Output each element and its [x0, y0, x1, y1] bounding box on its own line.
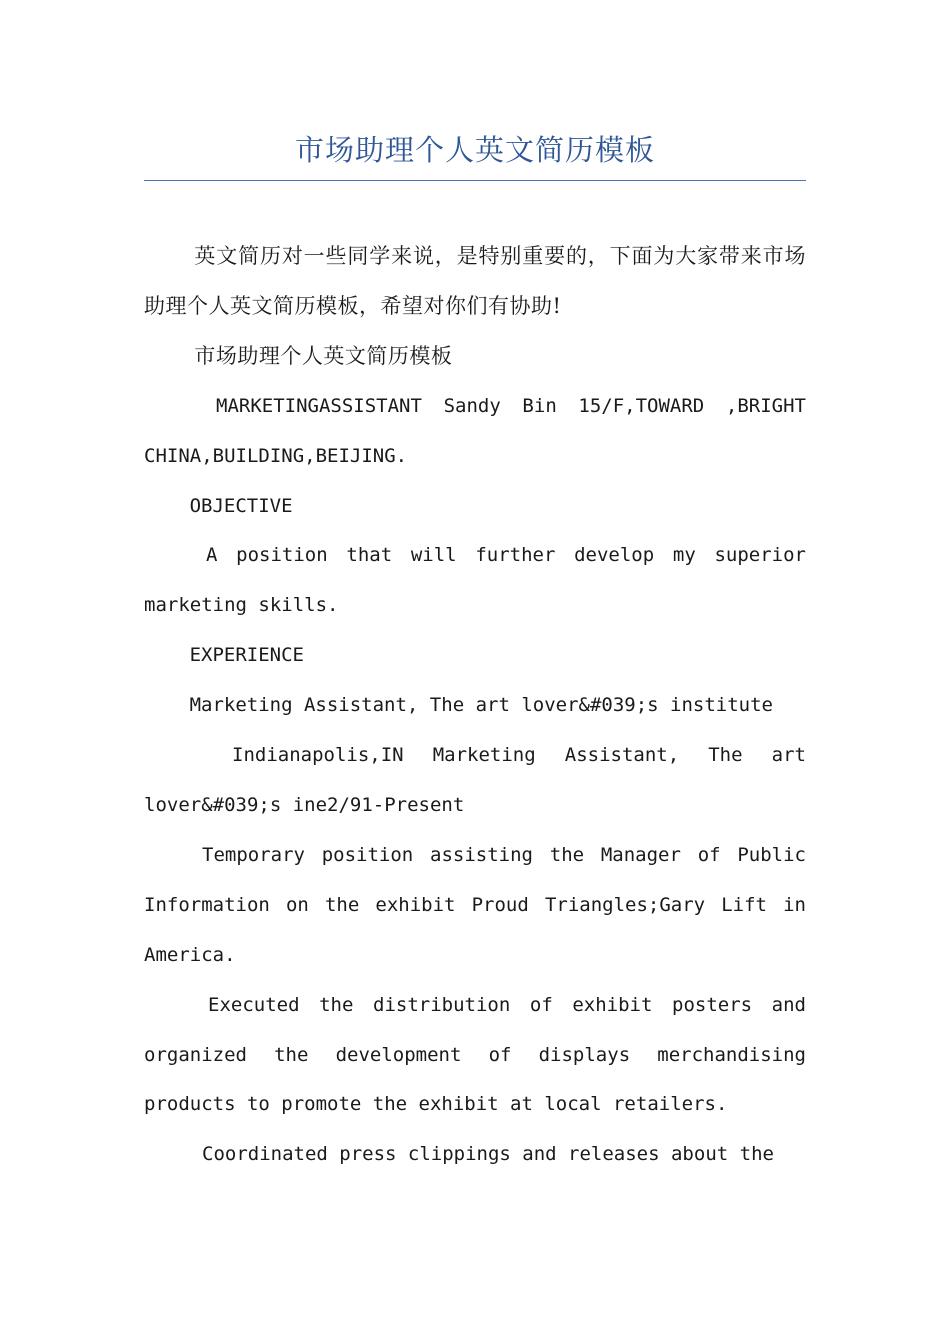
job-title-line: Marketing Assistant, The art lover&#039;s institute	[189, 694, 773, 717]
objective-paragraph: A position that will further develop my superior marketing skills.	[144, 544, 806, 617]
contact-header-paragraph: MARKETINGASSISTANT Sandy Bin 15/F,TOWARD ,BRIGHT CHINA,BUILDING,BEIJING.	[144, 394, 806, 467]
experience-heading: EXPERIENCE	[189, 644, 304, 667]
experience-paragraph-2: Executed the distribution of exhibit posters and organized the development of displays merchandising products to promote the exhibit at local retailers.	[144, 993, 806, 1116]
job-location-paragraph: Indianapolis,IN Marketing Assistant, The art lover&#039;s ine2/91-Present	[144, 744, 806, 816]
intro-paragraph: 英文简历对一些同学来说，是特别重要的，下面为大家带来市场助理个人英文简历模板，希望对你们有协助!	[144, 244, 806, 318]
document-body	[144, 232, 806, 1180]
document-title: 市场助理个人英文简历模板	[294, 133, 655, 167]
objective-heading: OBJECTIVE	[189, 494, 293, 517]
section-heading-template: 市场助理个人英文简历模板	[194, 343, 453, 368]
experience-paragraph-1: Temporary position assisting the Manager of Public Information on the exhibit Proud Triangles;Gary Lift in America.	[144, 843, 806, 966]
title-divider	[144, 180, 806, 181]
experience-paragraph-3: Coordinated press clippings and releases about the	[202, 1143, 774, 1166]
